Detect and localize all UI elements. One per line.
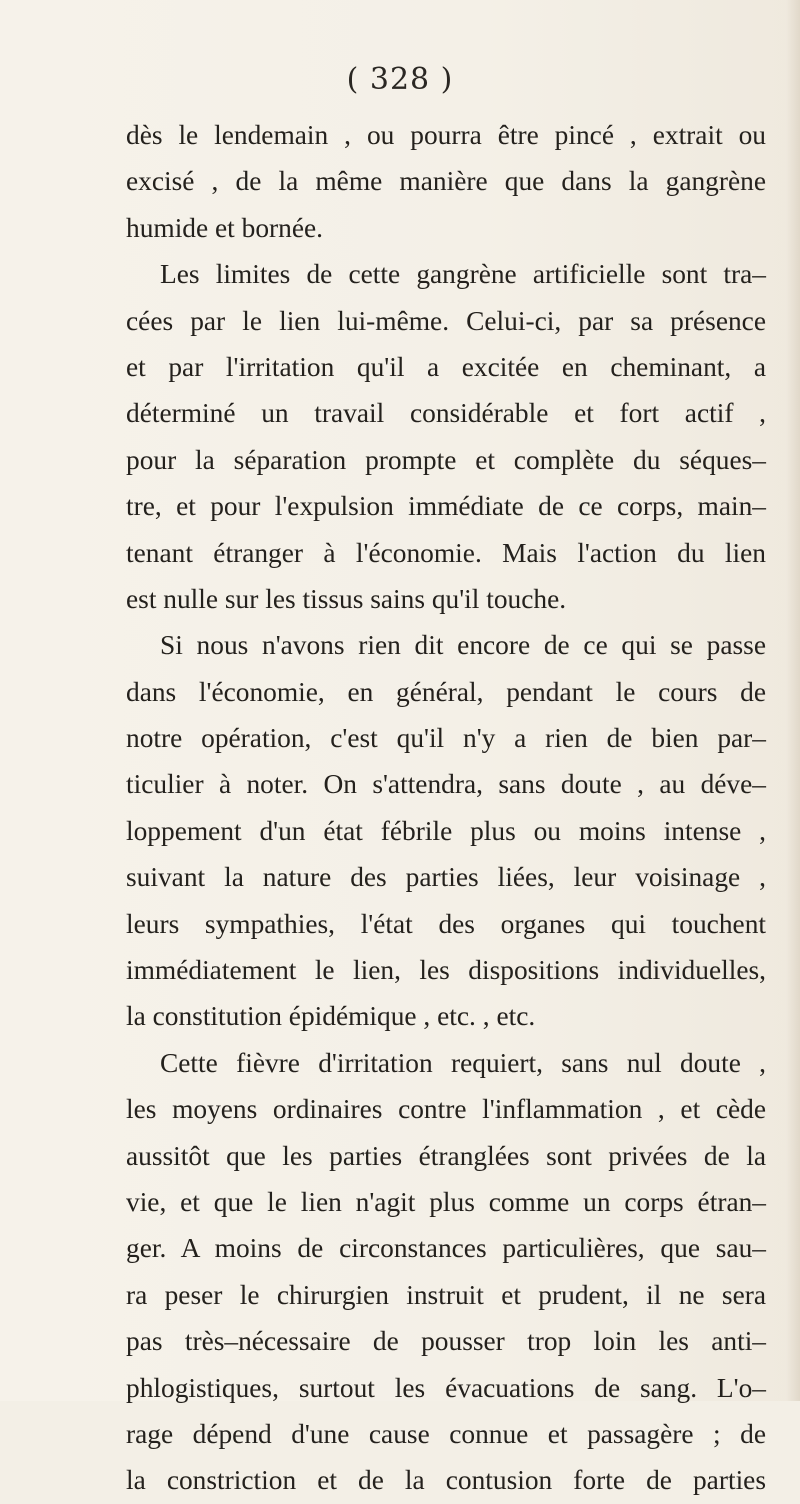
page-edge-shadow <box>786 0 800 1401</box>
text-line: Cette fièvre d'irritation requiert, sans nul doute , <box>160 1047 766 1078</box>
text-line: ger. A moins de circonstances particulières, que sau– <box>126 1233 766 1264</box>
text-line: humide et bornée. <box>126 212 323 243</box>
text-line: la constitution épidémique , etc. , etc. <box>126 1001 536 1032</box>
text-line: les moyens ordinaires contre l'inflammation , et cède <box>126 1094 766 1125</box>
text-line: Si nous n'avons rien dit encore de ce qui se passe <box>160 630 766 661</box>
text-line: vie, et que le lien n'agit plus comme un corps étran– <box>126 1186 766 1217</box>
text-line: cées par le lien lui-même. Celui-ci, par sa présence <box>126 305 766 336</box>
text-line: pas très–nécessaire de pousser trop loin les anti– <box>126 1326 766 1357</box>
text-line: loppement d'un état fébrile plus ou moins intense , <box>126 815 766 846</box>
text-line: notre opération, c'est qu'il n'y a rien de bien par– <box>126 723 766 754</box>
text-line: ticulier à noter. On s'attendra, sans doute , au déve– <box>126 769 766 800</box>
text-line: la constriction et de la contusion forte de parties <box>126 1465 766 1496</box>
text-line: phlogistiques, surtout les évacuations de sang. L'o– <box>126 1372 766 1403</box>
text-line: aussitôt que les parties étranglées sont privées de la <box>126 1140 766 1171</box>
text-line: dès le lendemain , ou pourra être pincé , extrait ou <box>126 120 766 150</box>
text-line: tre, et pour l'expulsion immédiate de ce corps, main– <box>126 491 766 522</box>
text-line: rage dépend d'une cause connue et passagère ; de <box>126 1418 766 1449</box>
text-line: immédiatement le lien, les dispositions individuelles, <box>126 955 766 986</box>
text-line: dans l'économie, en général, pendant le cours de <box>126 676 766 707</box>
text-line: suivant la nature des parties liées, leur voisinage , <box>126 862 766 893</box>
text-line: ra peser le chirurgien instruit et prudent, il ne sera <box>126 1279 766 1310</box>
text-line: déterminé un travail considérable et fort actif , <box>126 398 766 429</box>
text-line: est nulle sur les tissus sains qu'il touche. <box>126 583 567 614</box>
text-line: pour la séparation prompte et complète du séques– <box>126 444 766 475</box>
text-line: leurs sympathies, l'état des organes qui touchent <box>126 908 766 939</box>
text-line: Les limites de cette gangrène artificielle sont tra– <box>160 259 766 290</box>
page-number: ( 328 ) <box>346 62 454 97</box>
text-line: tenant étranger à l'économie. Mais l'action du lien <box>126 537 766 568</box>
text-line: excisé , de la même manière que dans la gangrène <box>126 166 766 197</box>
body-text <box>126 112 766 1504</box>
text-line: et par l'irritation qu'il a excitée en cheminant, a <box>126 351 766 382</box>
